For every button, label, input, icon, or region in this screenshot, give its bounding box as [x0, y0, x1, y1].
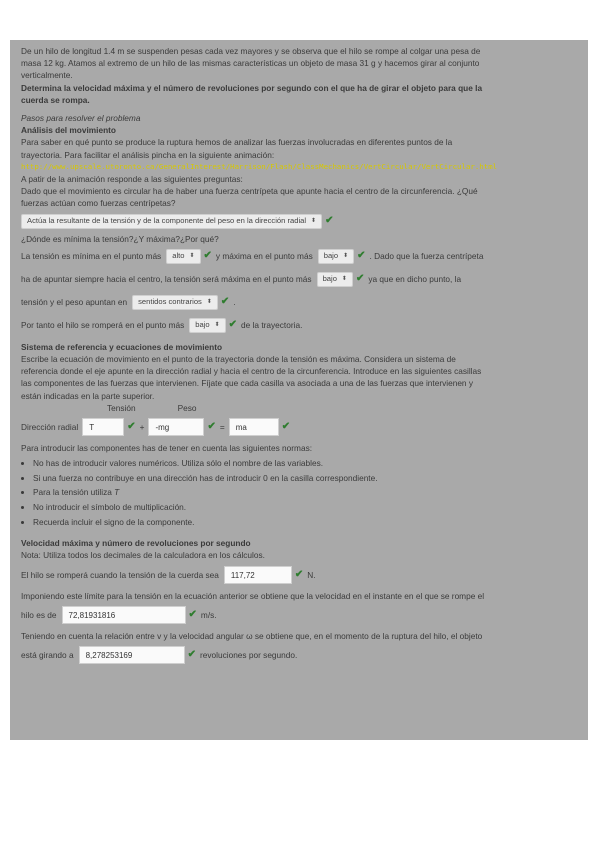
analysis-line-2: trayectoria. Para facilitar el análisis pincha en la siguiente animación: [21, 149, 275, 160]
check-icon: ✔ [207, 420, 216, 432]
direction-value: sentidos contrarios [138, 297, 202, 307]
analysis-title: Análisis del movimiento [21, 125, 116, 136]
select-arrow-icon: ⬍ [343, 253, 349, 260]
reference-line-1: Escribe la ecuación de movimiento en el punto de la trayectoria donde la tensión es máxima. Considera un sistema de [21, 354, 456, 365]
centripetal-answer-row [21, 214, 578, 229]
exercise-card [10, 40, 588, 740]
row-text: ya que en dicho punto, la [368, 274, 462, 285]
row-text: . [233, 297, 236, 308]
analysis-line-3: A patir de la animación responde a las siguientes preguntas: [21, 174, 243, 185]
unit-label: N. [307, 569, 316, 580]
norm-item: • No introducir el símbolo de multiplicación. [33, 500, 578, 515]
analysis-line-1: Para saber en qué punto se produce la ruptura hemos de analizar las fuerzas involucradas en diferentes puntos de la [21, 137, 453, 148]
max-point-select-2[interactable] [317, 272, 353, 287]
row-text: Por tanto el hilo se romperá en el punto más [21, 320, 185, 331]
unit-label: revoluciones por segundo. [199, 649, 298, 660]
check-icon: ✔ [357, 250, 366, 262]
row-text: y máxima en el punto más [215, 251, 313, 262]
tension-column-label: Tensión [107, 402, 136, 413]
norm-item: • Si una fuerza no contribuye en una dirección has de introducir 0 en la casilla correspondiente. [33, 471, 578, 486]
max-point-value-2: bajo [322, 274, 337, 284]
animation-link[interactable]: http://www.upscale.utoronto.ca/GeneralInterest/Harrison/Flash/ClassMechanics/VertCircular/VertCircular.html [21, 161, 498, 171]
norm-item [33, 485, 578, 500]
direction-select[interactable] [132, 295, 218, 310]
row-text: La tensión es mínima en el punto más [21, 251, 162, 262]
break-point-value: bajo [195, 320, 210, 330]
select-arrow-icon: ⬍ [189, 253, 195, 260]
intro-line-2: masa 12 kg. Atamos al extremo de un hilo de las mismas características un objeto de masa 31 g y hacemos girar al conjunto [21, 58, 480, 69]
velocity-note: Nota: Utiliza todos los decimales de la calculadora en los cálculos. [21, 550, 265, 561]
norms-list [21, 456, 578, 529]
min-point-select[interactable] [166, 249, 200, 264]
select-arrow-icon: ⬍ [311, 218, 317, 225]
intro-line-3: verticalmente. [21, 70, 73, 81]
revolutions-row [21, 646, 578, 664]
min-point-value: alto [172, 251, 185, 261]
reference-line-3: las componentes de las fuerzas que intervienen. Fíjate que cada casilla va asociada a una de las fuerzas que intervienen y [21, 378, 473, 389]
radial-direction-label: Dirección radial [21, 421, 79, 432]
analysis-line-5: fuerzas actúan como fuerzas centrípetas? [21, 198, 176, 209]
ma-input[interactable]: ma [229, 418, 279, 436]
select-arrow-icon: ⬍ [214, 322, 220, 329]
unit-label: m/s. [200, 609, 217, 620]
norm-item: • No has de introducir valores numéricos. Utiliza sólo el nombre de las variables. [33, 456, 578, 471]
weight-component-input[interactable]: -mg [148, 418, 204, 436]
max-velocity-row [21, 606, 578, 624]
max-velocity-input[interactable]: 72,81931816 [62, 606, 186, 624]
check-icon: ✔ [325, 215, 334, 227]
row-text: está girando a [21, 649, 74, 660]
reference-line-2: referencia donde el eje apunte en la dirección radial y hacia el centro de la circunferencia. Introduce en las siguientes casillas [21, 366, 482, 377]
break-point-select[interactable] [189, 318, 225, 333]
analysis-line-6: ¿Dónde es mínima la tensión?¿Y máxima?¿Por qué? [21, 233, 219, 244]
check-icon: ✔ [203, 250, 212, 262]
norm-item: • Recuerda incluir el signo de la componente. [33, 515, 578, 530]
row-text: de la trayectoria. [241, 320, 303, 331]
tension-symbol: T [114, 487, 120, 498]
analysis-line-4: Dado que el movimiento es circular ha de haber una fuerza centrípeta que apunte hacia el centro de la circunferencia. ¿Qué [21, 186, 478, 197]
tension-row-1 [21, 249, 578, 264]
question-line-2: cuerda se rompa. [21, 94, 90, 105]
select-arrow-icon: ⬍ [206, 299, 212, 306]
velocity-line-2: Imponiendo este límite para la tensión en la ecuación anterior se obtiene que la velocidad en el instante en el que se rompe el [21, 590, 485, 601]
plus-sign: + [139, 421, 145, 432]
reference-line-4: están indicadas en la parte superior. [21, 390, 155, 401]
tension-row-3 [21, 295, 578, 310]
select-arrow-icon: ⬍ [341, 276, 347, 283]
check-icon: ✔ [355, 273, 365, 285]
velocity-line-4: Teniendo en cuenta la relación entre v y la velocidad angular ω se obtiene que, en el momento de la ruptura del hilo, el objeto [21, 630, 483, 641]
tension-component-input[interactable]: T [82, 418, 124, 436]
check-icon: ✔ [127, 420, 136, 432]
check-icon: ✔ [187, 648, 196, 660]
row-text: hilo es de [21, 609, 57, 620]
row-text: tensión y el peso apuntan en [21, 297, 128, 308]
radial-equation-row [21, 418, 578, 436]
row-text: ha de apuntar siempre hacia el centro, la tensión será máxima en el punto más [21, 274, 312, 285]
norms-intro: Para introducir las componentes has de tener en cuenta las siguientes normas: [21, 443, 313, 454]
check-icon: ✔ [188, 608, 197, 620]
max-point-select[interactable] [318, 249, 354, 264]
check-icon: ✔ [294, 568, 304, 580]
equals-sign: = [219, 421, 225, 432]
question-line-1: Determina la velocidad máxima y el número de revoluciones por segundo con el que ha de girar el objeto para que la [21, 82, 483, 93]
check-icon: ✔ [228, 319, 238, 331]
force-column-headers [21, 402, 578, 414]
steps-label: Pasos para resolver el problema [21, 113, 141, 124]
tension-row-4 [21, 318, 578, 333]
velocity-title: Velocidad máxima y número de revoluciones por segundo [21, 538, 251, 549]
row-text: El hilo se romperá cuando la tensión de la cuerda sea [21, 569, 219, 580]
centripetal-select[interactable] [21, 214, 322, 229]
tension-limit-row [21, 566, 578, 584]
tension-limit-input[interactable]: 117,72 [224, 566, 292, 584]
revolutions-input[interactable]: 8,278253169 [79, 646, 185, 664]
norm-item-text: Para la tensión utiliza [33, 487, 115, 498]
max-point-value: bajo [323, 251, 339, 261]
tension-row-2 [21, 272, 578, 287]
check-icon: ✔ [220, 296, 230, 308]
row-text: . Dado que la fuerza centrípeta [369, 251, 484, 262]
peso-column-label: Peso [177, 402, 197, 413]
intro-line-1: De un hilo de longitud 1.4 m se suspenden pesas cada vez mayores y se observa que el hilo se rompe al colgar una pesa de [21, 46, 481, 56]
check-icon: ✔ [281, 420, 291, 432]
centripetal-select-value: Actúa la resultante de la tensión y de la componente del peso en la dirección radial [27, 216, 307, 226]
reference-title: Sistema de referencia y ecuaciones de movimiento [21, 341, 223, 352]
